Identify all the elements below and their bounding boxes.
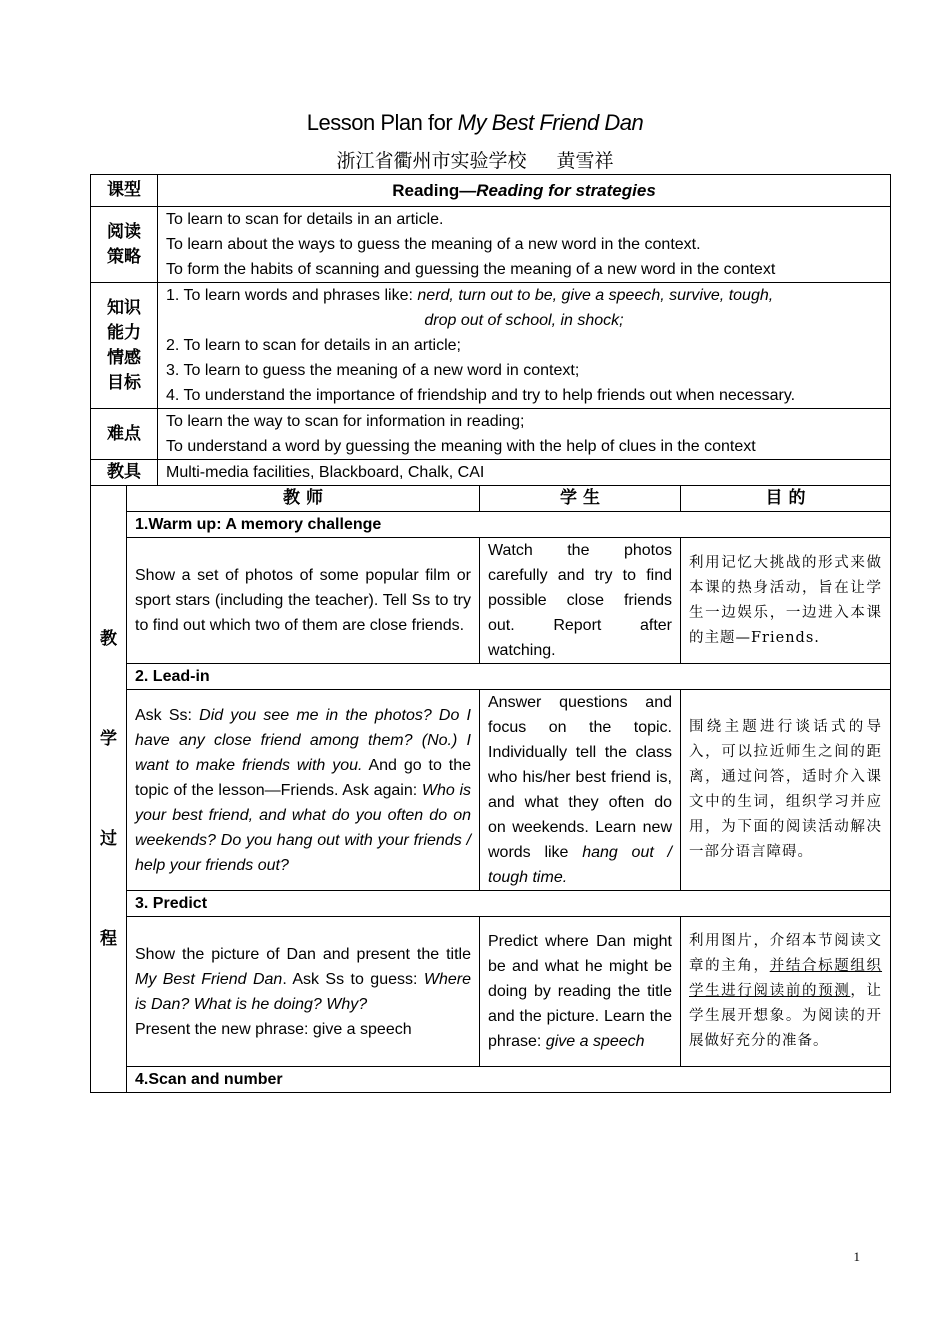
section-1-title-row xyxy=(91,512,891,538)
section-2-purpose: 围绕主题进行谈话式的导入，可以拉近师生之间的距离，通过问答，适时介入课文中的生词，组织学习并应用，为下面的阅读活动解决一部分语言障碍。 xyxy=(681,690,891,891)
tools-value: Multi-media facilities, Blackboard, Chalk, CAI xyxy=(158,460,891,486)
section-2-title-row xyxy=(91,664,891,690)
process-header-row xyxy=(91,486,891,512)
section-4-title-row xyxy=(91,1067,891,1093)
row-reading-strategy xyxy=(91,207,891,283)
section-1-student: Watch the photos carefully and try to find possible close friends out. Report after watching. xyxy=(480,538,681,664)
section-3-teacher: Show the picture of Dan and present the title My Best Friend Dan. Ask Ss to guess: Where is Dan? What is he doing? Why? Present the new phrase: give a speech xyxy=(127,917,480,1067)
goals-label: 知识能力情感目标 xyxy=(91,283,158,409)
section-3-title: 3. Predict xyxy=(127,891,891,917)
section-4-title: 4.Scan and number xyxy=(127,1067,891,1093)
school-name: 浙江省衢州市实验学校 xyxy=(336,150,527,172)
section-1-teacher: Show a set of photos of some popular film or sport stars (including the teacher). Tell Ss to try to find out which two of them are close friends. xyxy=(127,538,480,664)
goals-content: 1. To learn words and phrases like: nerd, turn out to be, give a speech, survive, tough, drop out of school, in shock; 2. To learn to scan for details in an article; 3. To learn to guess the meaning of a new word in context; 4. To understand the importance of friendship and try to help friends out when necessary. xyxy=(158,283,891,409)
process-side-label: 教 学 过 程 xyxy=(91,486,127,1093)
lesson-type-value: Reading—Reading for strategies xyxy=(158,175,891,207)
section-3-purpose: 利用图片，介绍本节阅读文章的主角，并结合标题组织学生进行阅读前的预测，让学生展开想象。为阅读的开展做好充分的准备。 xyxy=(681,917,891,1067)
strategy-content: To learn to scan for details in an article. To learn about the ways to guess the meaning of a new word in the context. To form the habits of scanning and guessing the meaning of a new word in the context xyxy=(158,207,891,283)
section-2-student: Answer questions and focus on the topic. Individually tell the class who his/her best friend is, and what they often do on weekends. Learn new words like hang out / tough time. xyxy=(480,690,681,891)
document-title: Lesson Plan for My Best Friend Dan xyxy=(306,110,644,135)
header-purpose: 目 的 xyxy=(681,486,891,512)
lesson-type-label: 课型 xyxy=(91,175,158,207)
section-2-row xyxy=(91,690,891,891)
section-1-title: 1.Warm up: A memory challenge xyxy=(127,512,891,538)
row-goals xyxy=(91,283,891,409)
row-lesson-type xyxy=(91,175,891,207)
header-student: 学 生 xyxy=(480,486,681,512)
document-subtitle xyxy=(0,146,950,173)
row-difficulty xyxy=(91,409,891,460)
section-2-title: 2. Lead-in xyxy=(127,664,891,690)
author-name: 黄雪祥 xyxy=(556,150,614,172)
section-3-title-row xyxy=(91,891,891,917)
section-3-student: Predict where Dan might be and what he might be doing by reading the title and the picture. Learn the phrase: give a speech xyxy=(480,917,681,1067)
lesson-plan-table xyxy=(90,174,891,1093)
section-3-row xyxy=(91,917,891,1067)
difficulty-label: 难点 xyxy=(91,409,158,460)
section-2-teacher: Ask Ss: Did you see me in the photos? Do I have any close friend among them? (No.) I want to make friends with you. And go to the topic of the lesson—Friends. Ask again: Who is your best friend, and what do you often do on weekends? Do you hang out with your friends / help your friends out? xyxy=(127,690,480,891)
section-1-row xyxy=(91,538,891,664)
difficulty-content: To learn the way to scan for information in reading; To understand a word by guessing the meaning with the help of clues in the context xyxy=(158,409,891,460)
strategy-label: 阅读策略 xyxy=(91,207,158,283)
header-teacher: 教 师 xyxy=(127,486,480,512)
row-tools xyxy=(91,460,891,486)
section-1-purpose: 利用记忆大挑战的形式来做本课的热身活动，旨在让学生一边娱乐，一边进入本课的主题—Friends. xyxy=(681,538,891,664)
tools-label: 教具 xyxy=(91,460,158,486)
page-number: 1 xyxy=(853,1249,860,1264)
